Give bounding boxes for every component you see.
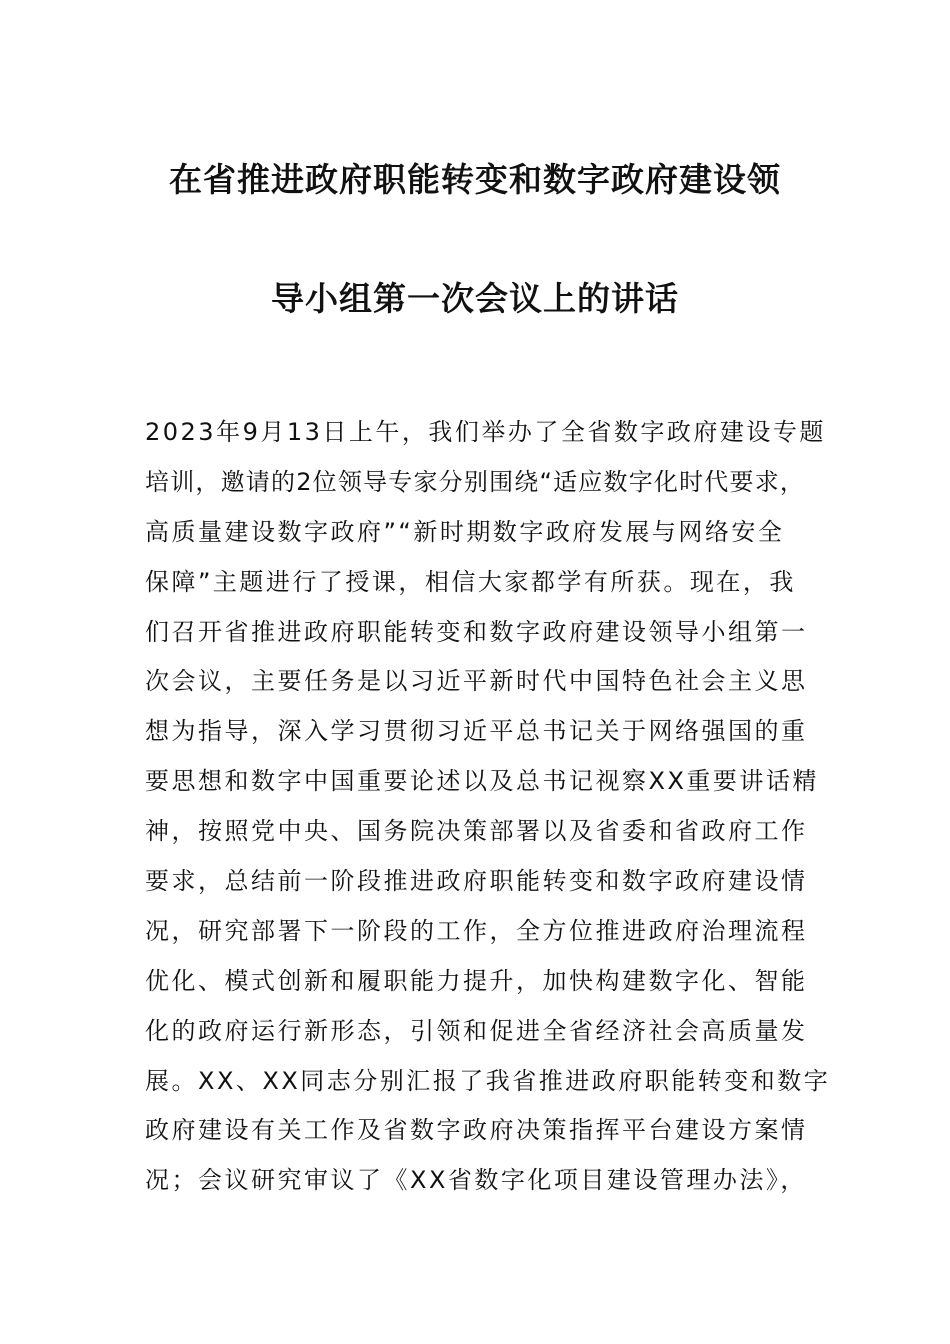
body-line: 政府建设有关工作及省数字政府决策指挥平台建设方案情 [145,1116,808,1145]
body-line: 要求，总结前一阶段推进政府职能转变和数字政府建设情 [145,867,808,896]
body-line: 神，按照党中央、国务院决策部署以及省委和省政府工作 [145,817,808,846]
body-line: 高质量建设数字政府”“新时期数字政府发展与网络安全 [145,517,785,546]
document-body [145,412,831,1210]
document-title-line-1: 在省推进政府职能转变和数字政府建设领 [169,160,781,199]
body-line: 保障”主题进行了授课，相信大家都学有所获。现在，我 [145,567,796,596]
body-line: 培训，邀请的2位领导专家分别围绕“适应数字化时代要求， [145,467,806,496]
body-line: 们召开省推进政府职能转变和数字政府建设领导小组第一 [145,617,808,646]
body-line: 2023年9月13日上午，我们举办了全省数字政府建设专题 [145,418,826,446]
body-line: 展。XX、XX同志分别汇报了我省推进政府职能转变和数字 [145,1066,831,1095]
document-title-line-2: 导小组第一次会议上的讲话 [271,279,679,318]
body-line: 况；会议研究审议了《XX省数字化项目建设管理办法》， [145,1166,807,1195]
body-line: 要思想和数字中国重要论述以及总书记视察XX重要讲话精 [145,767,819,796]
body-line: 化的政府运行新形态，引领和促进全省经济社会高质量发 [145,1016,808,1045]
body-line: 优化、模式创新和履职能力提升，加快构建数字化、智能 [145,966,808,995]
body-line: 次会议，主要任务是以习近平新时代中国特色社会主义思 [145,667,808,696]
body-line: 况，研究部署下一阶段的工作，全方位推进政府治理流程 [145,916,808,945]
body-line: 想为指导，深入学习贯彻习近平总书记关于网络强国的重 [145,717,808,746]
